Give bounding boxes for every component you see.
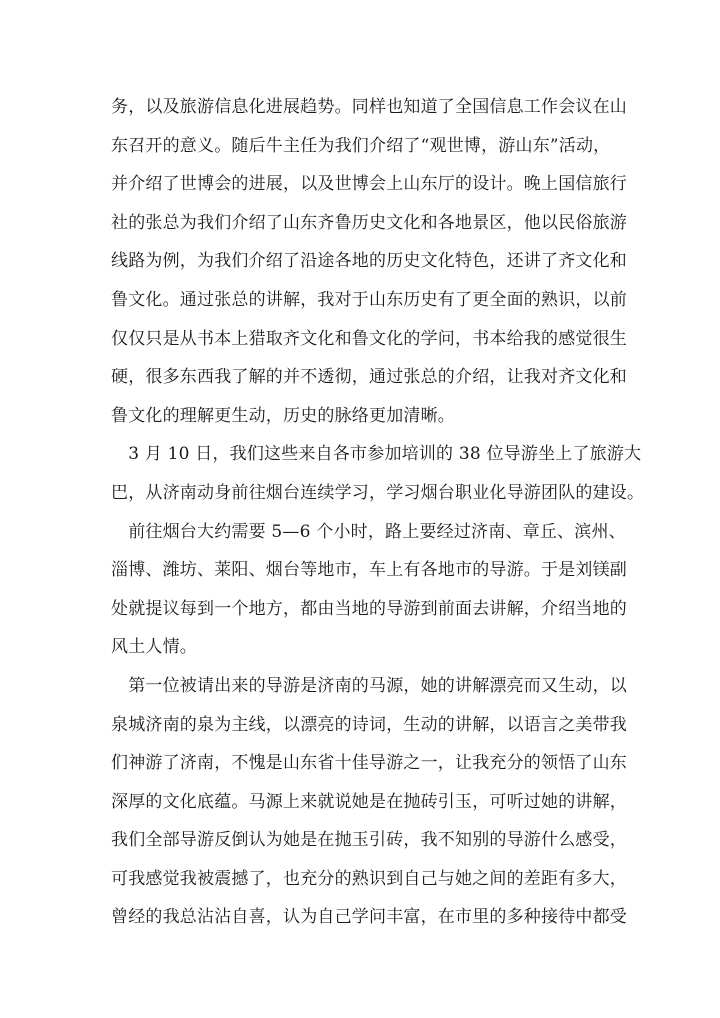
text-line: 社的张总为我们介绍了山东齐鲁历史文化和各地景区，他以民俗旅游 — [111, 212, 627, 233]
text-line: 硬，很多东西我了解的并不透彻，通过张总的介绍，让我对齐文化和 — [111, 367, 627, 388]
text-line: 线路为例，为我们介绍了沿途各地的历史文化特色，还讲了齐文化和 — [111, 251, 627, 272]
text-line: 3 月 10 日，我们这些来自各市参加培训的 38 位导游坐上了旅游大 — [111, 444, 642, 465]
text-line: 前往烟台大约需要 5—6 个小时，路上要经过济南、章丘、滨州、 — [111, 521, 626, 542]
text-line: 淄博、潍坊、莱阳、烟台等地市，车上有各地市的导游。于是刘镁副 — [111, 560, 627, 581]
text-line: 泉城济南的泉为主线，以漂亮的诗词，生动的讲解，以语言之美带我 — [111, 714, 627, 735]
text-line: 鲁文化的理解更生动，历史的脉络更加清晰。 — [111, 405, 455, 426]
text-line: 我们全部导游反倒认为她是在抛玉引砖，我不知别的导游什么感受， — [111, 830, 627, 851]
text-line: 鲁文化。通过张总的讲解，我对于山东历史有了更全面的熟识，以前 — [111, 289, 627, 310]
text-line: 仅仅只是从书本上猎取齐文化和鲁文化的学问，书本给我的感觉很生 — [111, 328, 627, 349]
text-line: 处就提议每到一个地方，都由当地的导游到前面去讲解，介绍当地的 — [111, 598, 627, 619]
text-line: 巴，从济南动身前往烟台连续学习，学习烟台职业化导游团队的建设。 — [111, 482, 645, 503]
text-line: 东召开的意义。随后牛主任为我们介绍了“观世博，游山东”活动， — [111, 135, 611, 156]
text-line: 风土人情。 — [111, 637, 197, 658]
text-line: 深厚的文化底蕴。马源上来就说她是在抛砖引玉，可听过她的讲解， — [111, 791, 627, 812]
text-line: 并介绍了世博会的进展，以及世博会上山东厅的设计。晚上国信旅行 — [111, 174, 627, 195]
text-line: 可我感觉我被震撼了，也充分的熟识到自己与她之间的差距有多大， — [111, 868, 627, 889]
text-line: 曾经的我总沾沾自喜，认为自己学问丰富，在市里的多种接待中都受 — [111, 907, 627, 928]
text-line: 们神游了济南，不愧是山东省十佳导游之一，让我充分的领悟了山东 — [111, 753, 627, 774]
text-line: 务，以及旅游信息化进展趋势。同样也知道了全国信息工作会议在山 — [111, 97, 627, 117]
text-line: 第一位被请出来的导游是济南的马源，她的讲解漂亮而又生动，以 — [111, 675, 627, 696]
body-text — [111, 88, 645, 937]
